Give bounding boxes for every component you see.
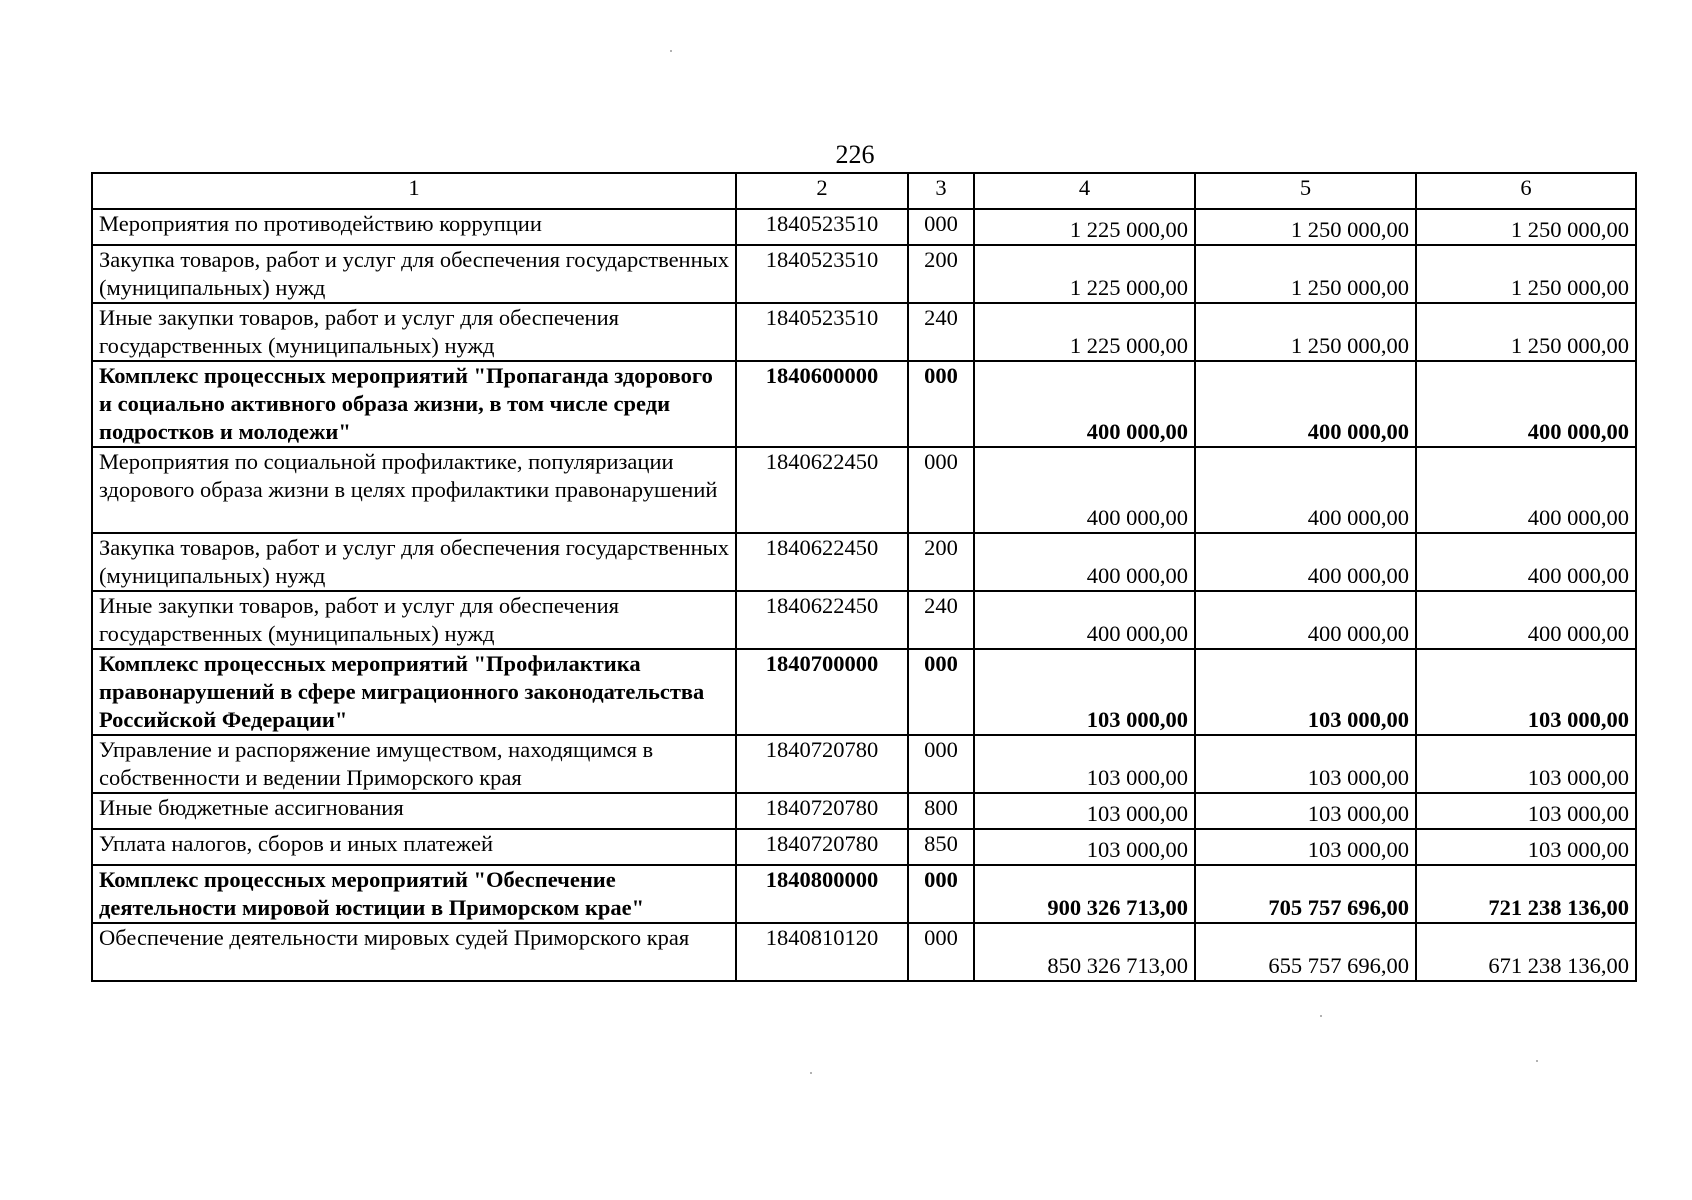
row-value-col6: 400 000,00	[1416, 361, 1636, 447]
row-value-col6: 400 000,00	[1416, 447, 1636, 533]
row-value-col6: 400 000,00	[1416, 591, 1636, 649]
row-code: 1840720780	[736, 735, 908, 793]
table-row	[92, 245, 1636, 303]
table-row-section	[92, 865, 1636, 923]
table-row	[92, 923, 1636, 981]
row-value-col4: 103 000,00	[974, 793, 1195, 829]
row-name: Иные закупки товаров, работ и услуг для обеспечения государственных (муниципальных) нужд	[92, 591, 736, 649]
row-value-col4: 1 225 000,00	[974, 209, 1195, 245]
row-value-col6: 400 000,00	[1416, 533, 1636, 591]
scan-speck	[1320, 1015, 1322, 1017]
row-value-col4: 103 000,00	[974, 829, 1195, 865]
row-value-col5: 400 000,00	[1195, 361, 1416, 447]
scan-speck	[670, 50, 672, 52]
row-value-col6: 1 250 000,00	[1416, 303, 1636, 361]
row-value-col6: 671 238 136,00	[1416, 923, 1636, 981]
page-number: 226	[835, 140, 875, 169]
table-row	[92, 303, 1636, 361]
row-expense-type: 000	[908, 447, 974, 533]
row-expense-type: 000	[908, 865, 974, 923]
row-value-col5: 400 000,00	[1195, 533, 1416, 591]
row-value-col5: 400 000,00	[1195, 591, 1416, 649]
row-value-col6: 103 000,00	[1416, 649, 1636, 735]
row-name: Мероприятия по социальной профилактике, популяризации здорового образа жизни в целях профилактики правонарушений	[92, 447, 736, 533]
row-expense-type: 000	[908, 361, 974, 447]
row-name: Обеспечение деятельности мировых судей Приморского края	[92, 923, 736, 981]
row-expense-type: 200	[908, 533, 974, 591]
row-code: 1840600000	[736, 361, 908, 447]
row-value-col6: 103 000,00	[1416, 793, 1636, 829]
scan-speck	[1536, 1060, 1538, 1062]
table-row	[92, 591, 1636, 649]
row-value-col4: 103 000,00	[974, 649, 1195, 735]
row-name: Комплекс процессных мероприятий "Профилактика правонарушений в сфере миграционного законодательства Российской Федерации"	[92, 649, 736, 735]
row-name: Управление и распоряжение имуществом, находящимся в собственности и ведении Приморского края	[92, 735, 736, 793]
budget-table	[91, 172, 1637, 982]
row-value-col5: 1 250 000,00	[1195, 303, 1416, 361]
table-header-row	[92, 173, 1636, 209]
row-expense-type: 800	[908, 793, 974, 829]
row-code: 1840720780	[736, 793, 908, 829]
row-code: 1840810120	[736, 923, 908, 981]
row-name: Комплекс процессных мероприятий "Пропаганда здорового и социально активного образа жизни, в том числе среди подростков и молодежи"	[92, 361, 736, 447]
row-value-col6: 1 250 000,00	[1416, 209, 1636, 245]
table-row-section	[92, 649, 1636, 735]
row-value-col5: 103 000,00	[1195, 829, 1416, 865]
header-cell: 1	[92, 173, 736, 209]
row-value-col5: 1 250 000,00	[1195, 209, 1416, 245]
scan-speck	[810, 1072, 812, 1074]
row-code: 1840800000	[736, 865, 908, 923]
row-code: 1840720780	[736, 829, 908, 865]
row-code: 1840622450	[736, 447, 908, 533]
row-value-col4: 400 000,00	[974, 361, 1195, 447]
row-value-col4: 400 000,00	[974, 533, 1195, 591]
row-value-col5: 1 250 000,00	[1195, 245, 1416, 303]
row-code: 1840523510	[736, 303, 908, 361]
row-expense-type: 000	[908, 209, 974, 245]
header-cell: 5	[1195, 173, 1416, 209]
header-cell: 6	[1416, 173, 1636, 209]
row-value-col6: 721 238 136,00	[1416, 865, 1636, 923]
row-value-col5: 400 000,00	[1195, 447, 1416, 533]
row-name: Иные бюджетные ассигнования	[92, 793, 736, 829]
table-row	[92, 829, 1636, 865]
row-value-col4: 1 225 000,00	[974, 245, 1195, 303]
row-value-col4: 103 000,00	[974, 735, 1195, 793]
row-expense-type: 000	[908, 923, 974, 981]
row-name: Закупка товаров, работ и услуг для обеспечения государственных (муниципальных) нужд	[92, 533, 736, 591]
row-expense-type: 850	[908, 829, 974, 865]
row-expense-type: 200	[908, 245, 974, 303]
row-value-col5: 103 000,00	[1195, 649, 1416, 735]
table-row-section	[92, 361, 1636, 447]
table-row	[92, 533, 1636, 591]
header-cell: 4	[974, 173, 1195, 209]
table-row	[92, 735, 1636, 793]
row-value-col4: 900 326 713,00	[974, 865, 1195, 923]
row-value-col6: 1 250 000,00	[1416, 245, 1636, 303]
row-value-col6: 103 000,00	[1416, 735, 1636, 793]
row-value-col5: 103 000,00	[1195, 735, 1416, 793]
row-value-col4: 400 000,00	[974, 447, 1195, 533]
row-expense-type: 240	[908, 303, 974, 361]
row-expense-type: 240	[908, 591, 974, 649]
row-code: 1840622450	[736, 591, 908, 649]
row-value-col5: 705 757 696,00	[1195, 865, 1416, 923]
row-name: Комплекс процессных мероприятий "Обеспечение деятельности мировой юстиции в Приморском крае"	[92, 865, 736, 923]
table-row	[92, 793, 1636, 829]
row-value-col4: 850 326 713,00	[974, 923, 1195, 981]
row-code: 1840523510	[736, 209, 908, 245]
table-row	[92, 209, 1636, 245]
row-value-col4: 400 000,00	[974, 591, 1195, 649]
row-expense-type: 000	[908, 735, 974, 793]
row-code: 1840523510	[736, 245, 908, 303]
row-expense-type: 000	[908, 649, 974, 735]
row-name: Уплата налогов, сборов и иных платежей	[92, 829, 736, 865]
row-name: Мероприятия по противодействию коррупции	[92, 209, 736, 245]
row-name: Закупка товаров, работ и услуг для обеспечения государственных (муниципальных) нужд	[92, 245, 736, 303]
row-code: 1840700000	[736, 649, 908, 735]
row-code: 1840622450	[736, 533, 908, 591]
row-value-col6: 103 000,00	[1416, 829, 1636, 865]
row-value-col5: 655 757 696,00	[1195, 923, 1416, 981]
header-cell: 2	[736, 173, 908, 209]
table-row	[92, 447, 1636, 533]
row-name: Иные закупки товаров, работ и услуг для обеспечения государственных (муниципальных) нужд	[92, 303, 736, 361]
row-value-col5: 103 000,00	[1195, 793, 1416, 829]
header-cell: 3	[908, 173, 974, 209]
row-value-col4: 1 225 000,00	[974, 303, 1195, 361]
